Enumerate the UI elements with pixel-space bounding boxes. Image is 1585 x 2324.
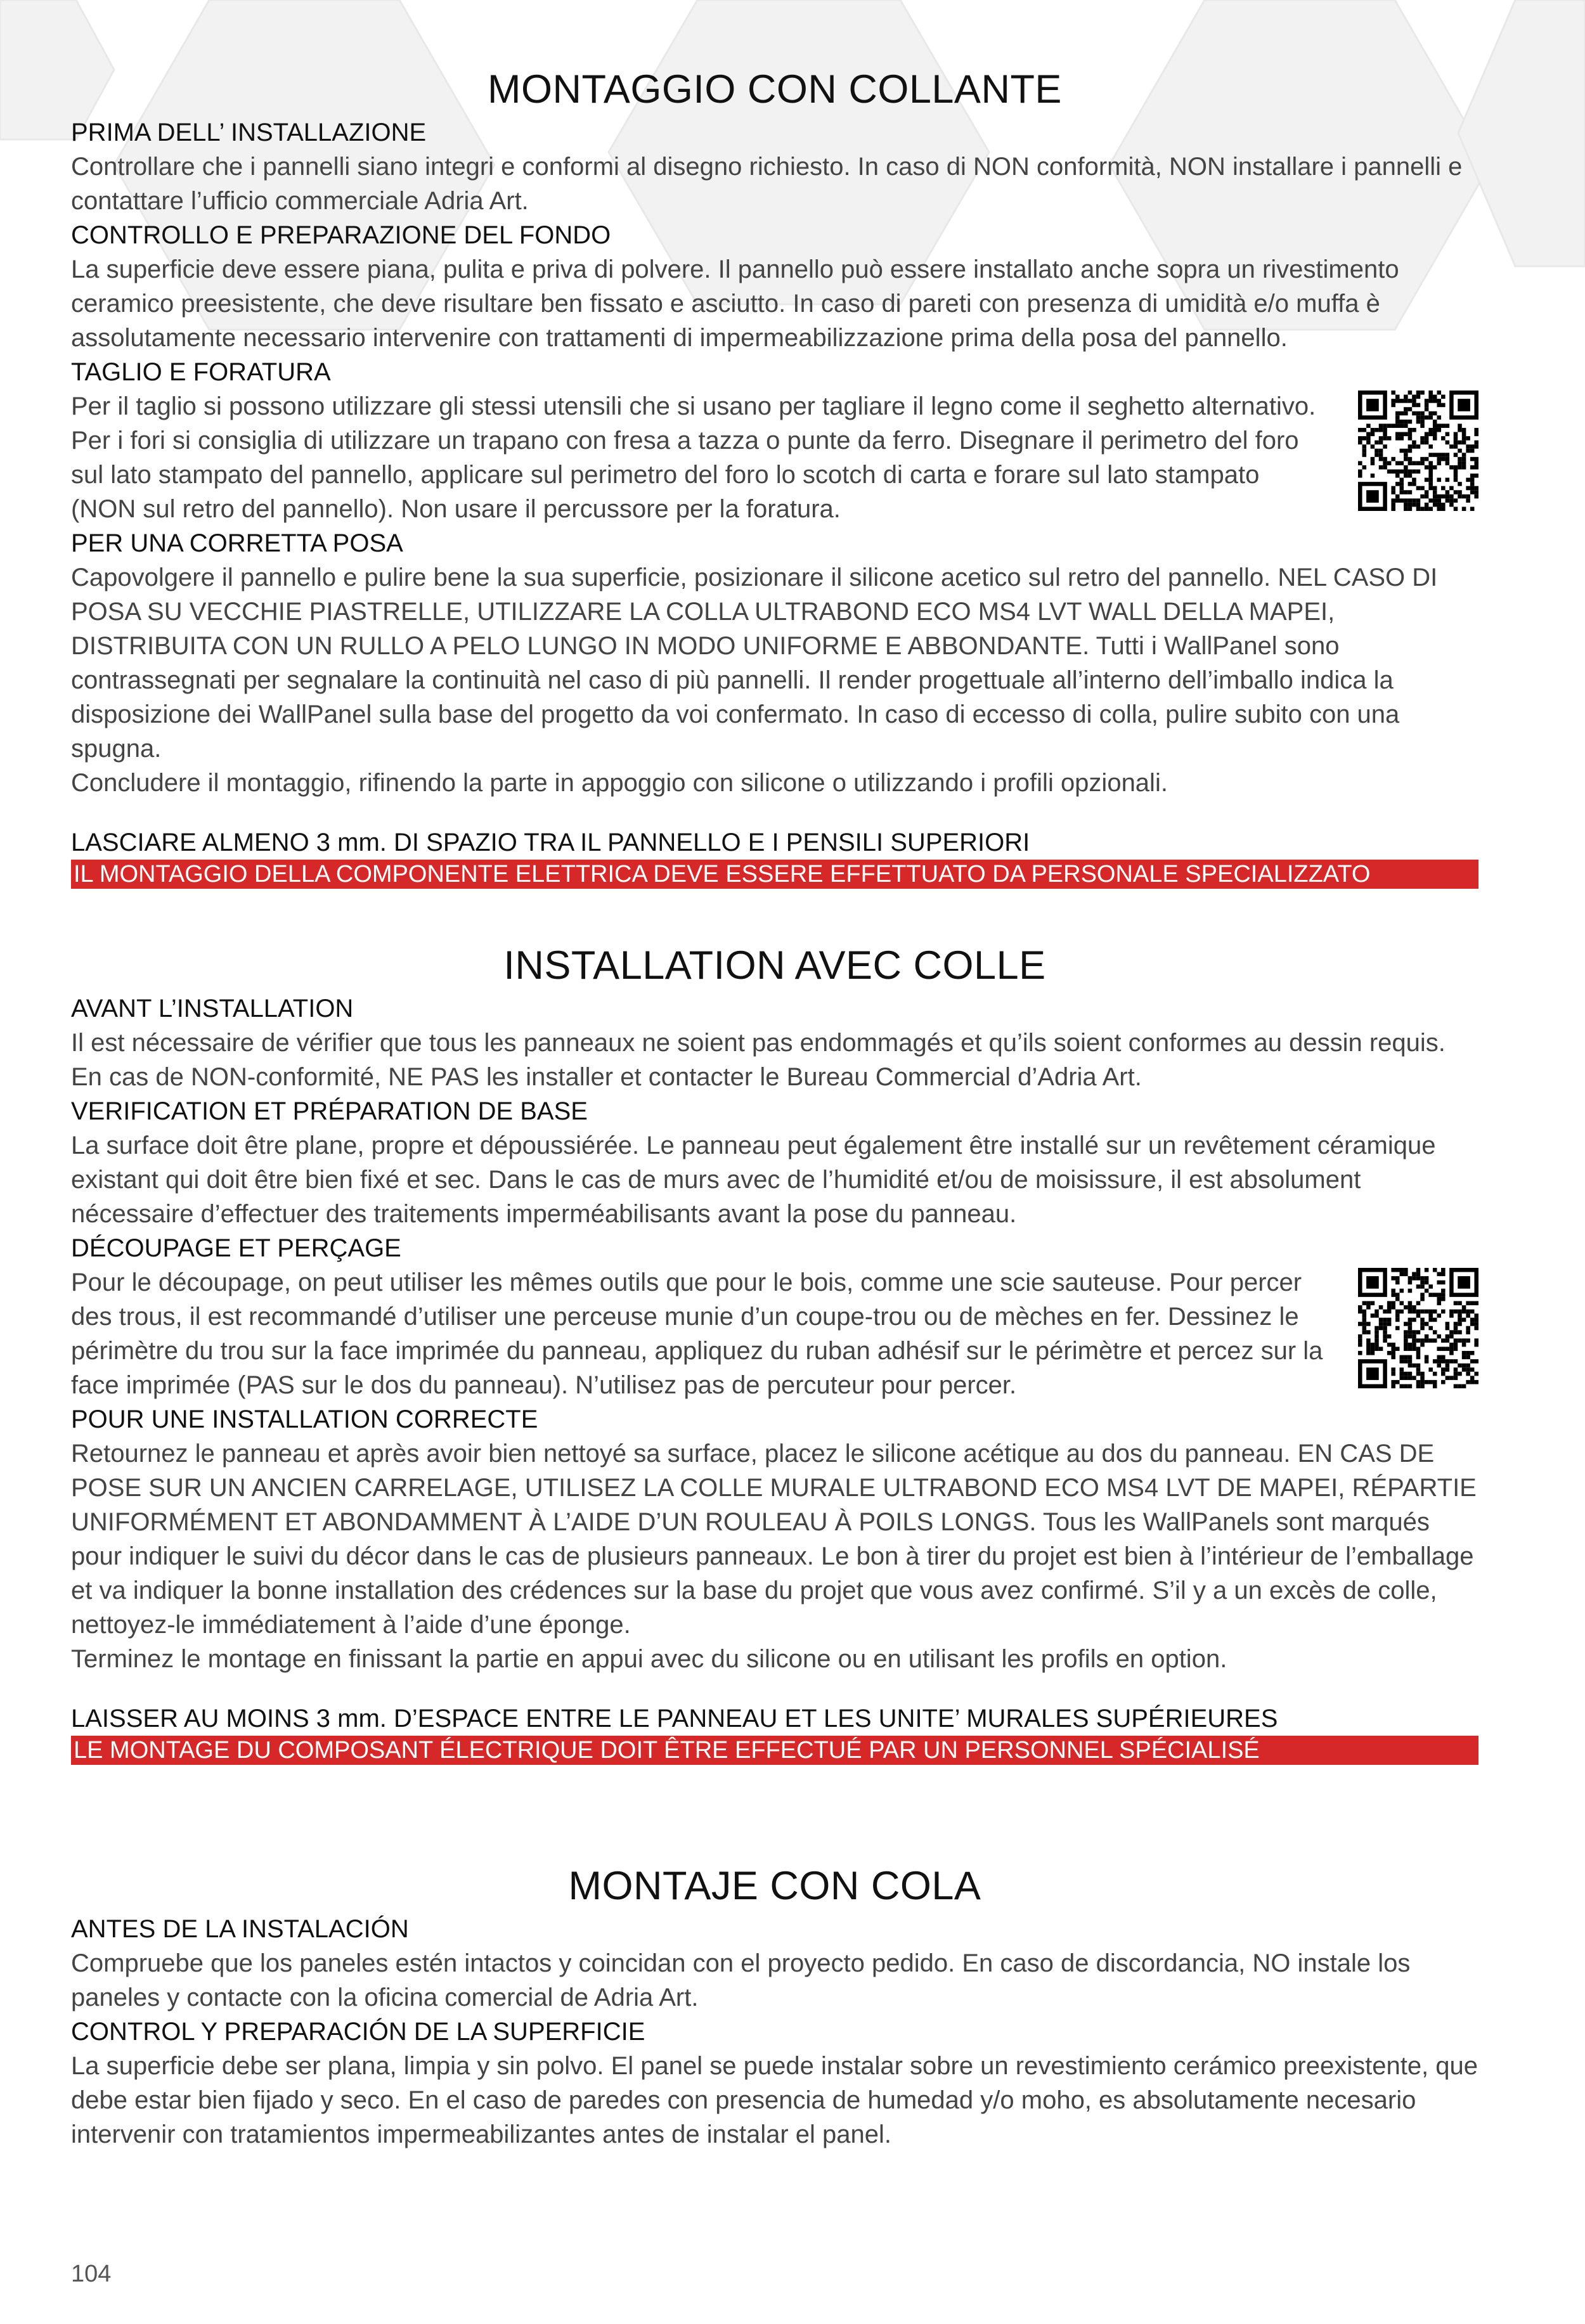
qr-code-icon[interactable] <box>1358 391 1478 511</box>
heading-taglio-foratura: TAGLIO E FORATURA <box>71 358 331 386</box>
qr-code-icon[interactable] <box>1358 1268 1478 1388</box>
text-installation-correcte: Retournez le panneau et après avoir bien nettoyé sa surface, placez le silicone acétique au dos du panneau. EN CAS DE POSE SUR UN ANCIEN CARRELAGE, UTILISEZ LA COLLE MURALE ULTRABOND ECO MS4 LVT DE MAPEI, RÉPARTIE UNIFORMÉMENT ET ABONDAMMENT À L’AIDE D’UN ROULEAU À POILS LONGS. Tous les WallPanels sont marqués pour indiquer le suivi du décor dans le cas de plusieurs panneaux. Le bon à tirer du projet est bien à l’intérieur de l’emballage et va indiquer la bonne installation des crédences sur la base du projet que vous avez confirmé. S’il y a un excès de colle, nettoyez-le immédiatement à l’aide d’une éponge. <box>71 1440 1477 1639</box>
heading-control-superficie: CONTROL Y PREPARACIÓN DE LA SUPERFICIE <box>71 2018 645 2046</box>
text-decoupage-percage: Pour le découpage, on peut utiliser les mêmes outils que pour le bois, comme une scie sauteuse. Pour percer des trous, il est recommandé d’utiliser une perceuse munie d’un coupe-trou ou de mèches en fer. Dessinez le périmètre du trou sur la face imprimée du panneau, appliquez du ruban adhésif sur le périmètre et percez sur la face imprimée (PAS sur le dos du panneau). N’utilisez pas de percuteur pour percer. <box>71 1269 1323 1399</box>
section-title-fr: INSTALLATION AVEC COLLE <box>503 943 1046 988</box>
heading-decoupage-percage: DÉCOUPAGE ET PERÇAGE <box>71 1234 401 1262</box>
text-corretta-posa: Capovolgere il pannello e pulire bene la sua superficie, posizionare il silicone acetico sul retro del pannello. NEL CASO DI POSA SU VECCHIE PIASTRELLE, UTILIZZARE LA COLLA ULTRABOND ECO MS4 LVT WALL DELLA MAPEI, DISTRIBUITA CON UN RULLO A PELO LUNGO IN MODO UNIFORME E ABBONDANTE. Tutti i WallPanel sono contrassegnati per segnalare la continuità nel caso di più pannelli. Il render progettuale all’interno dell’imballo indica la disposizione dei WallPanel sulla base del progetto da voi confermato. In caso di eccesso di colla, pulire subito con una spugna. <box>71 564 1438 763</box>
block-taglio-foratura <box>71 389 1478 526</box>
page-content <box>71 63 1478 2152</box>
heading-avant-installation: AVANT L’INSTALLATION <box>71 995 354 1023</box>
text-taglio-foratura: Per il taglio si possono utilizzare gli stessi utensili che si usano per tagliare il legno come il seghetto alternativo. Per i fori si consiglia di utilizzare un trapano con fresa a tazza o punte da ferro. Disegnare il perimetro del foro sul lato stampato del pannello, applicare sul perimetro del foro lo scotch di carta e forare sul lato stampato (NON sul retro del pannello). Non usare il percussore per la foratura. <box>71 392 1316 523</box>
text-control-superficie: La superficie debe ser plana, limpia y sin polvo. El panel se puede instalar sobre un revestimiento cerámico preexistente, que debe estar bien fijado y seco. En el caso de paredes con presencia de humedad y/o moho, es absolutamente necesario intervenir con tratamientos impermeabilizantes antes de instalar el panel. <box>71 2052 1478 2148</box>
section-title-it: MONTAGGIO CON COLLANTE <box>488 67 1062 112</box>
section-title-es: MONTAJE CON COLA <box>568 1864 981 1908</box>
heading-antes-instalacion: ANTES DE LA INSTALACIÓN <box>71 1915 409 1943</box>
text-terminez-montage: Terminez le montage en finissant la partie en appui avec du silicone ou en utilisant les profils en option. <box>71 1645 1227 1673</box>
text-avant-installation: Il est nécessaire de vérifier que tous les panneaux ne soient pas endommagés et qu’ils soient conformes au dessin requis. En cas de NON-conformité, NE PAS les installer et contacter le Bureau Commercial d’Adria Art. <box>71 1029 1446 1091</box>
warning-spazio-it: LASCIARE ALMENO 3 mm. DI SPAZIO TRA IL PANNELLO E I PENSILI SUPERIORI <box>71 829 1030 856</box>
alert-elettrica-it: IL MONTAGGIO DELLA COMPONENTE ELETTRICA DEVE ESSERE EFFETTUATO DA PERSONALE SPECIALIZZATO <box>71 860 1478 889</box>
text-verification-base: La surface doit être plane, propre et dépoussiérée. Le panneau peut également être installé sur un revêtement céramique existant qui doit être bien fixé et sec. Dans le cas de murs avec de l’humidité et/ou de moisissure, il est absolument nécessaire d’effectuer des traitements imperméabilisants avant la pose du panneau. <box>71 1132 1436 1228</box>
text-controllo-fondo: La superficie deve essere piana, pulita e priva di polvere. Il pannello può essere installato anche sopra un rivestimento ceramico preesistente, che deve risultare ben fissato e asciutto. In caso di pareti con presenza di umidità e/o muffa è assolutamente necessario intervenire con trattamenti di impermeabilizzazione prima della posa del pannello. <box>71 255 1399 352</box>
heading-prima-installazione: PRIMA DELL’ INSTALLAZIONE <box>71 119 427 146</box>
heading-controllo-fondo: CONTROLLO E PREPARAZIONE DEL FONDO <box>71 221 611 249</box>
alert-electrique-fr: LE MONTAGE DU COMPOSANT ÉLECTRIQUE DOIT ÊTRE EFFECTUÉ PAR UN PERSONNEL SPÉCIALISÉ <box>71 1736 1478 1765</box>
block-decoupage-percage <box>71 1265 1478 1402</box>
warning-espace-fr: LAISSER AU MOINS 3 mm. D’ESPACE ENTRE LE PANNEAU ET LES UNITE’ MURALES SUPÉRIEURES <box>71 1705 1278 1733</box>
text-antes-instalacion: Compruebe que los paneles estén intactos y coincidan con el proyecto pedido. En caso de discordancia, NO instale los paneles y contacte con la oficina comercial de Adria Art. <box>71 1949 1411 2011</box>
page-number: 104 <box>71 2261 112 2287</box>
text-prima-installazione: Controllare che i pannelli siano integri e conformi al disegno richiesto. In caso di NON conformità, NON installare i pannelli e contattare l’ufficio commerciale Adria Art. <box>71 153 1463 215</box>
heading-installation-correcte: POUR UNE INSTALLATION CORRECTE <box>71 1405 538 1433</box>
heading-verification-base: VERIFICATION ET PRÉPARATION DE BASE <box>71 1097 588 1125</box>
heading-corretta-posa: PER UNA CORRETTA POSA <box>71 529 403 557</box>
text-concludere-montaggio: Concludere il montaggio, rifinendo la parte in appoggio con silicone o utilizzando i profili opzionali. <box>71 769 1168 797</box>
